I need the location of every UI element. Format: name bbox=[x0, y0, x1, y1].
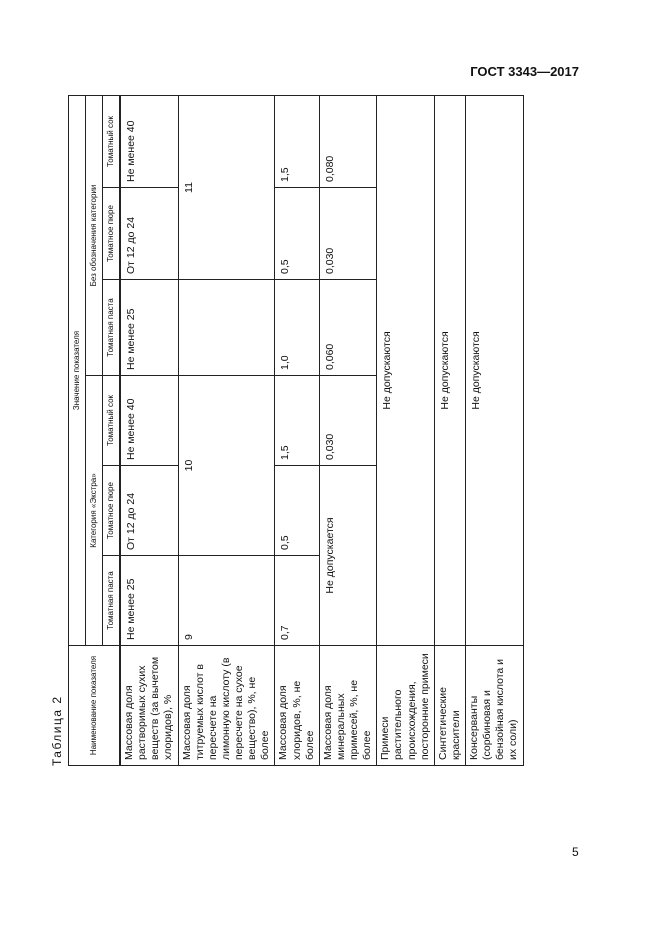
table-cell: 1,5 bbox=[275, 95, 319, 187]
table-cell: Не менее 25 bbox=[120, 556, 178, 646]
row-name: Примеси растительного происхождения, посторонние примеси bbox=[377, 646, 435, 766]
table-cell: 0,5 bbox=[275, 188, 319, 280]
table-cell: 0,5 bbox=[275, 466, 319, 556]
row-name: Консерванты (сорбиновая и бензойная кислота и их соли) bbox=[466, 646, 524, 766]
table-cell: 0,080 bbox=[319, 95, 377, 187]
table-cell: 0,7 bbox=[275, 556, 319, 646]
page-number: 5 bbox=[572, 845, 579, 859]
document-code: ГОСТ 3343—2017 bbox=[470, 64, 579, 79]
table-cell: 9 bbox=[178, 556, 275, 646]
row-name: Массовая доля хлоридов, %, не более bbox=[275, 646, 319, 766]
table-cell bbox=[178, 280, 275, 376]
row-name: Синтетические красители bbox=[434, 646, 465, 766]
header-product: Томатное пюре bbox=[103, 466, 121, 556]
table-cell: Не допускаются bbox=[377, 95, 435, 645]
table-cell: От 12 до 24 bbox=[120, 188, 178, 280]
table-caption: Таблица 2 bbox=[50, 695, 64, 766]
table-cell: 0,060 bbox=[319, 280, 377, 376]
header-product: Томатный сок bbox=[103, 95, 121, 187]
table-cell: Не допускаются bbox=[434, 95, 465, 645]
header-product: Томатное пюре bbox=[103, 188, 121, 280]
table-cell: От 12 до 24 bbox=[120, 466, 178, 556]
table-cell: 1,5 bbox=[275, 376, 319, 466]
table-cell: Не допускается bbox=[319, 466, 377, 646]
row-name: Массовая доля минеральных примесей, %, не более bbox=[319, 646, 377, 766]
table-cell: 10 bbox=[178, 376, 275, 556]
table-cell: 0,030 bbox=[319, 376, 377, 466]
header-product: Томатный сок bbox=[103, 376, 121, 466]
header-value-group: Значение показателя bbox=[69, 95, 86, 645]
header-product: Томатная паста bbox=[103, 556, 121, 646]
table-cell: 11 bbox=[178, 95, 275, 279]
table-cell: Не менее 25 bbox=[120, 280, 178, 376]
table-cell: Не менее 40 bbox=[120, 95, 178, 187]
table-cell: Не допускаются bbox=[466, 95, 524, 645]
table-cell: 0,030 bbox=[319, 188, 377, 280]
table-cell: Не менее 40 bbox=[120, 376, 178, 466]
header-category-none: Без обозначения категории bbox=[86, 95, 103, 375]
table-cell: 1,0 bbox=[275, 280, 319, 376]
row-name: Массовая доля титруемых кислот в пересчете на лимонную кислоту (в пересчете на сухое вещество), %, не более bbox=[178, 646, 275, 766]
header-category-extra: Категория «Экстра» bbox=[86, 376, 103, 646]
header-name: Наименование показателя bbox=[69, 646, 121, 766]
header-product: Томатная паста bbox=[103, 280, 121, 376]
row-name: Массовая доля растворимых сухих веществ (за вычетом хлоридов), % bbox=[120, 646, 178, 766]
requirements-table bbox=[68, 95, 524, 766]
table-block bbox=[50, 96, 520, 766]
